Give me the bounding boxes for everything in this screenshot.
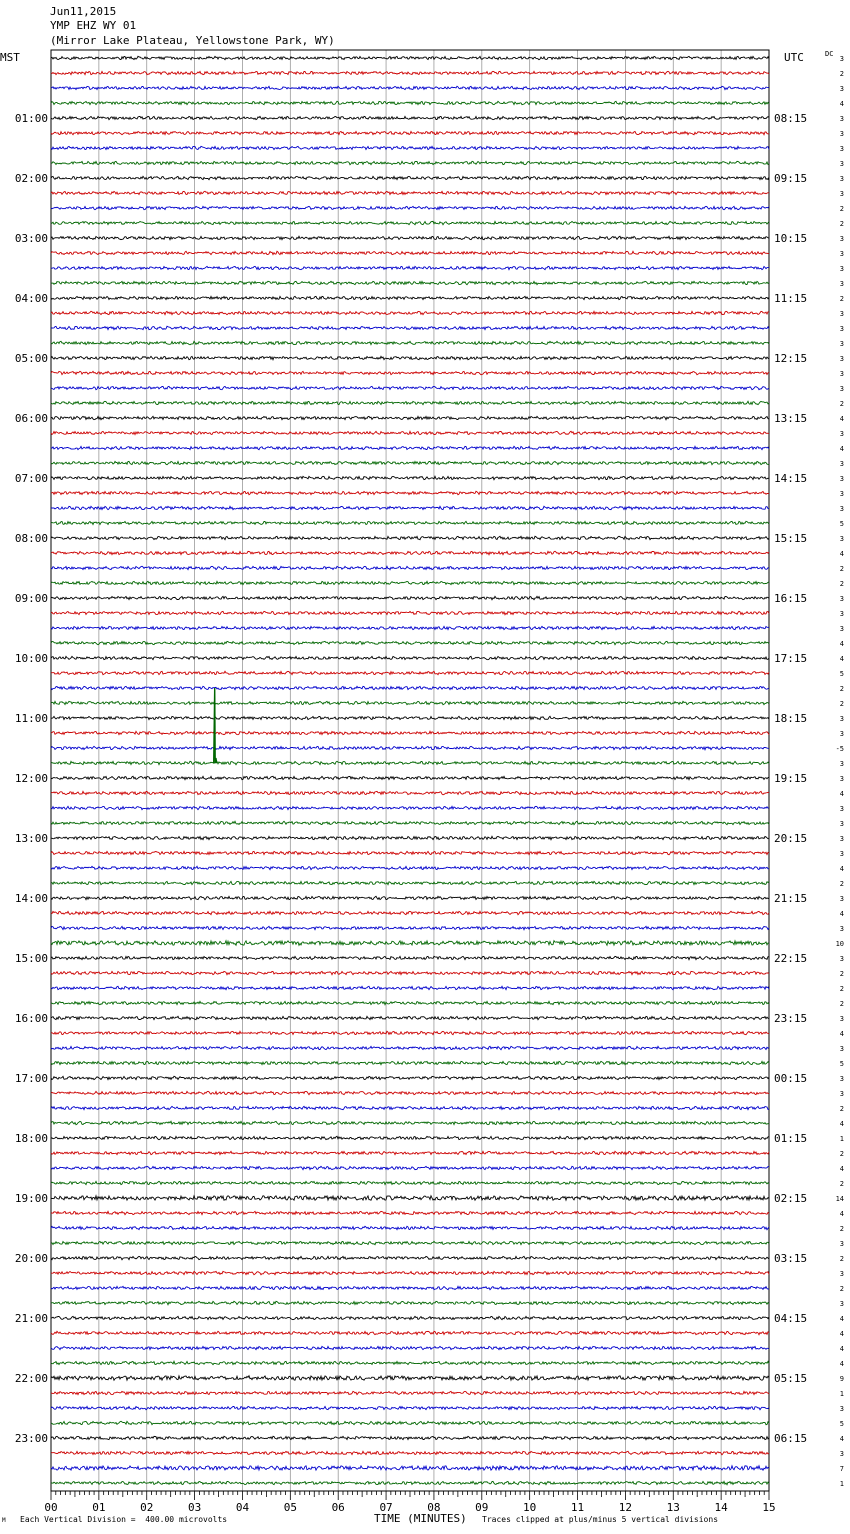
trace-row [51, 1316, 769, 1319]
dc-offset-value: 5 [839, 670, 844, 678]
dc-offset-value: 3 [839, 1240, 844, 1248]
trace-row [51, 1301, 769, 1304]
dc-offset-value: 3 [839, 385, 844, 393]
dc-offset-value: 3 [839, 850, 844, 858]
dc-offset-value: 4 [839, 1360, 844, 1368]
left-hour-label: 02:00 [14, 172, 48, 185]
trace-row [51, 941, 769, 946]
trace-row [51, 761, 769, 764]
left-hour-label: 13:00 [14, 832, 48, 845]
trace-row [51, 56, 769, 59]
trace-row [51, 1331, 769, 1334]
right-hour-label: 01:15 [774, 1132, 808, 1145]
left-hour-label: 01:00 [14, 112, 48, 125]
x-tick-label: 05 [283, 1501, 297, 1514]
dc-offset-value: 4 [839, 865, 844, 873]
right-hour-label: 23:15 [774, 1012, 808, 1025]
dc-offset-value: 2 [839, 400, 844, 408]
dc-offset-value: 9 [839, 1375, 844, 1383]
dc-offset-value: 4 [839, 1165, 844, 1173]
trace-row [51, 716, 769, 719]
x-tick-label: 07 [379, 1501, 393, 1514]
right-hour-label: 22:15 [774, 952, 808, 965]
dc-offset-value: 3 [839, 1270, 844, 1278]
trace-row [51, 1031, 769, 1034]
dc-offset-value: 4 [839, 640, 844, 648]
dc-offset-value: 3 [839, 895, 844, 903]
trace-row [51, 626, 769, 629]
dc-offset-value: 3 [839, 625, 844, 633]
dc-offset-value: 3 [839, 175, 844, 183]
left-hour-label: 09:00 [14, 592, 48, 605]
trace-row [51, 1121, 769, 1124]
dc-offset-value: 3 [839, 955, 844, 963]
left-hour-label: 06:00 [14, 412, 48, 425]
left-hour-label: 21:00 [14, 1312, 48, 1325]
trace-row [51, 1241, 769, 1244]
trace-row [51, 86, 769, 89]
right-hour-label: 04:15 [774, 1312, 808, 1325]
dc-offset-value: 4 [839, 1210, 844, 1218]
dc-offset-value: 2 [839, 70, 844, 78]
dc-offset-value: 3 [839, 1075, 844, 1083]
right-hour-label: 13:15 [774, 412, 808, 425]
trace-row [51, 596, 769, 599]
dc-offset-value: 4 [839, 445, 844, 453]
dc-offset-value: 4 [839, 1315, 844, 1323]
dc-offset-value: 3 [839, 1450, 844, 1458]
dc-offset-value: 1 [839, 1135, 844, 1143]
trace-row [51, 701, 769, 704]
trace-row [51, 986, 769, 989]
trace-row [51, 1211, 769, 1214]
dc-offset-value: 3 [839, 190, 844, 198]
trace-row [51, 1436, 769, 1439]
dc-offset-value: 3 [839, 55, 844, 63]
trace-row [51, 1016, 769, 1019]
trace-row [51, 116, 769, 119]
corner-mark: M [2, 1517, 6, 1524]
trace-row [51, 371, 769, 374]
trace-row [51, 1046, 769, 1049]
dc-offset-value: 3 [839, 730, 844, 738]
trace-row [51, 836, 769, 839]
dc-offset-value: 3 [839, 775, 844, 783]
trace-row [51, 1346, 769, 1349]
trace-row [51, 251, 769, 254]
dc-offset-value: 3 [839, 1090, 844, 1098]
trace-row [51, 131, 769, 134]
dc-offset-value: 3 [839, 820, 844, 828]
trace-row [51, 581, 769, 584]
dc-offset-value: 3 [839, 805, 844, 813]
trace-row [51, 1196, 769, 1200]
trace-row [51, 881, 769, 884]
event-spike [214, 688, 217, 763]
trace-row [51, 341, 769, 344]
x-tick-label: 13 [666, 1501, 680, 1514]
dc-offset-value: 3 [839, 505, 844, 513]
trace-row [51, 146, 769, 149]
trace-row [51, 926, 769, 929]
trace-row [51, 461, 769, 464]
dc-offset-value: 3 [839, 145, 844, 153]
dc-offset-value: 3 [839, 160, 844, 168]
trace-row [51, 191, 769, 194]
x-axis-label: TIME (MINUTES) [374, 1512, 467, 1525]
dc-offset-value: 3 [839, 475, 844, 483]
right-hour-label: 17:15 [774, 652, 808, 665]
trace-row [51, 296, 769, 299]
trace-row [51, 1001, 769, 1004]
dc-offset-value: 2 [839, 970, 844, 978]
dc-offset-value: 2 [839, 205, 844, 213]
dc-offset-value: 2 [839, 295, 844, 303]
trace-row [51, 641, 769, 644]
dc-offset-value: 4 [839, 1435, 844, 1443]
trace-row [51, 1376, 769, 1381]
dc-offset-value: 3 [839, 460, 844, 468]
trace-row [51, 536, 769, 539]
dc-offset-value: 2 [839, 1180, 844, 1188]
x-tick-label: 00 [44, 1501, 58, 1514]
trace-row [51, 551, 769, 554]
dc-offset-value: 2 [839, 985, 844, 993]
right-hour-label: 19:15 [774, 772, 808, 785]
trace-row [51, 791, 769, 794]
trace-row [51, 821, 769, 824]
trace-row [51, 866, 769, 869]
trace-row [51, 476, 769, 479]
trace-row [51, 221, 769, 224]
trace-row [51, 356, 769, 359]
x-tick-label: 08 [427, 1501, 441, 1514]
right-hour-label: 14:15 [774, 472, 808, 485]
left-hour-label: 12:00 [14, 772, 48, 785]
dc-offset-value: 14 [835, 1195, 844, 1203]
trace-row [51, 506, 769, 509]
dc-offset-value: 2 [839, 1150, 844, 1158]
dc-label: DC [825, 50, 834, 58]
dc-offset-value: 3 [839, 925, 844, 933]
right-hour-label: 00:15 [774, 1072, 808, 1085]
dc-offset-value: 3 [839, 595, 844, 603]
dc-offset-value: 3 [839, 85, 844, 93]
right-zone-label: UTC [784, 51, 804, 64]
trace-row [51, 776, 769, 779]
trace-row [51, 1091, 769, 1094]
trace-row [51, 1256, 769, 1259]
trace-row [51, 1466, 769, 1470]
dc-offset-value: 4 [839, 1120, 844, 1128]
dc-offset-value: 3 [839, 115, 844, 123]
trace-row [51, 806, 769, 809]
trace-row [51, 686, 769, 689]
dc-offset-value: 4 [839, 910, 844, 918]
x-tick-label: 06 [331, 1501, 345, 1514]
left-hour-label: 22:00 [14, 1372, 48, 1385]
dc-offset-value: 4 [839, 790, 844, 798]
trace-row [51, 656, 769, 659]
dc-offset-value: 2 [839, 700, 844, 708]
trace-row [51, 416, 769, 419]
left-zone-label: MST [0, 51, 20, 64]
trace-row [51, 236, 769, 239]
dc-offset-value: 3 [839, 370, 844, 378]
trace-row [51, 566, 769, 569]
dc-offset-value: 3 [839, 340, 844, 348]
header-station: YMP EHZ WY 01 [50, 19, 137, 32]
left-hour-label: 11:00 [14, 712, 48, 725]
x-tick-label: 02 [140, 1501, 154, 1514]
right-hour-label: 02:15 [774, 1192, 808, 1205]
dc-offset-value: 3 [839, 280, 844, 288]
right-hour-label: 21:15 [774, 892, 808, 905]
left-hour-label: 08:00 [14, 532, 48, 545]
scale-note: Each Vertical Division = 400.00 microvolts [20, 1515, 228, 1524]
dc-offset-value: 2 [839, 1225, 844, 1233]
left-hour-label: 04:00 [14, 292, 48, 305]
left-hour-label: 23:00 [14, 1432, 48, 1445]
trace-row [51, 326, 769, 329]
dc-offset-value: 2 [839, 685, 844, 693]
trace-row [51, 71, 769, 74]
right-hour-label: 05:15 [774, 1372, 808, 1385]
trace-row [51, 206, 769, 209]
dc-offset-value: 7 [839, 1465, 844, 1473]
trace-row [51, 1076, 769, 1079]
right-hour-label: 20:15 [774, 832, 808, 845]
dc-offset-value: 3 [839, 535, 844, 543]
dc-offset-value: 10 [835, 940, 844, 948]
dc-offset-value: 2 [839, 580, 844, 588]
trace-row [51, 1391, 769, 1394]
x-tick-label: 14 [714, 1501, 728, 1514]
dc-offset-value: 3 [839, 715, 844, 723]
trace-row [51, 1136, 769, 1139]
dc-offset-value: 3 [839, 1405, 844, 1413]
dc-offset-value: 2 [839, 1255, 844, 1263]
trace-row [51, 851, 769, 854]
dc-offset-value: 4 [839, 415, 844, 423]
dc-offset-value: 1 [839, 1390, 844, 1398]
dc-offset-value: 5 [839, 1060, 844, 1068]
trace-row [51, 1181, 769, 1184]
dc-offset-value: 3 [839, 250, 844, 258]
dc-offset-value: 4 [839, 1030, 844, 1038]
dc-offset-value: 4 [839, 1330, 844, 1338]
trace-row [51, 1151, 769, 1154]
dc-offset-value: 3 [839, 130, 844, 138]
right-hour-label: 16:15 [774, 592, 808, 605]
trace-row [51, 176, 769, 179]
dc-offset-value: 3 [839, 610, 844, 618]
right-hour-label: 11:15 [774, 292, 808, 305]
dc-offset-value: 5 [839, 1420, 844, 1428]
plot-frame [51, 50, 769, 1491]
trace-row [51, 911, 769, 914]
left-hour-label: 20:00 [14, 1252, 48, 1265]
dc-offset-value: 2 [839, 1105, 844, 1113]
x-tick-label: 09 [475, 1501, 489, 1514]
right-hour-label: 09:15 [774, 172, 808, 185]
trace-row [51, 971, 769, 974]
trace-row [51, 956, 769, 959]
x-tick-label: 15 [762, 1501, 776, 1514]
left-hour-label: 05:00 [14, 352, 48, 365]
x-tick-label: 12 [618, 1501, 633, 1514]
dc-offset-value: 2 [839, 1000, 844, 1008]
left-hour-label: 15:00 [14, 952, 48, 965]
trace-row [51, 746, 769, 749]
right-hour-label: 10:15 [774, 232, 808, 245]
dc-offset-value: 3 [839, 490, 844, 498]
left-hour-label: 10:00 [14, 652, 48, 665]
dc-offset-value: 3 [839, 355, 844, 363]
trace-row [51, 521, 769, 524]
trace-row [51, 1271, 769, 1274]
trace-row [51, 101, 769, 104]
dc-offset-value: 3 [839, 235, 844, 243]
dc-offset-value: 4 [839, 655, 844, 663]
trace-row [51, 431, 769, 434]
trace-row [51, 1406, 769, 1409]
trace-row [51, 1421, 769, 1424]
dc-offset-value: 3 [839, 1045, 844, 1053]
right-hour-label: 15:15 [774, 532, 808, 545]
trace-row [51, 401, 769, 404]
dc-offset-value: 3 [839, 325, 844, 333]
x-tick-label: 01 [92, 1501, 106, 1514]
right-hour-label: 18:15 [774, 712, 808, 725]
x-tick-label: 10 [523, 1501, 537, 1514]
dc-offset-value: 3 [839, 835, 844, 843]
dc-offset-value: 3 [839, 1300, 844, 1308]
right-hour-label: 12:15 [774, 352, 808, 365]
trace-row [51, 1286, 769, 1289]
dc-offset-value: 2 [839, 1285, 844, 1293]
trace-row [51, 281, 769, 284]
left-hour-label: 03:00 [14, 232, 48, 245]
left-hour-label: 18:00 [14, 1132, 48, 1145]
trace-row [51, 1166, 769, 1169]
dc-offset-value: 2 [839, 565, 844, 573]
header-date: Jun11,2015 [50, 5, 117, 18]
x-tick-label: 04 [235, 1501, 250, 1514]
trace-row [51, 731, 769, 734]
left-hour-label: 16:00 [14, 1012, 48, 1025]
left-hour-label: 07:00 [14, 472, 48, 485]
trace-row [51, 671, 769, 674]
dc-offset-value: 2 [839, 220, 844, 228]
dc-offset-value: 1 [839, 1480, 844, 1488]
trace-row [51, 1226, 769, 1229]
trace-row [51, 386, 769, 389]
trace-row [51, 1061, 769, 1064]
trace-row [51, 161, 769, 164]
dc-offset-value: 3 [839, 760, 844, 768]
trace-row [51, 1481, 769, 1484]
dc-offset-value: 3 [839, 310, 844, 318]
dc-offset-value: 4 [839, 1345, 844, 1353]
left-hour-label: 14:00 [14, 892, 48, 905]
trace-row [51, 491, 769, 494]
trace-row [51, 1106, 769, 1109]
trace-row [51, 611, 769, 614]
trace-row [51, 311, 769, 314]
dc-offset-value: -5 [835, 745, 844, 753]
right-hour-label: 08:15 [774, 112, 808, 125]
left-hour-label: 17:00 [14, 1072, 48, 1085]
trace-row [51, 266, 769, 269]
clip-note: Traces clipped at plus/minus 5 vertical divisions [482, 1515, 719, 1524]
trace-row [51, 1361, 769, 1364]
trace-row [51, 1451, 769, 1454]
dc-offset-value: 3 [839, 1015, 844, 1023]
left-hour-label: 19:00 [14, 1192, 48, 1205]
header-location: (Mirror Lake Plateau, Yellowstone Park, WY) [50, 34, 335, 47]
trace-row [51, 446, 769, 449]
dc-offset-value: 4 [839, 100, 844, 108]
dc-offset-value: 4 [839, 550, 844, 558]
x-tick-label: 03 [187, 1501, 202, 1514]
dc-offset-value: 3 [839, 265, 844, 273]
dc-offset-value: 5 [839, 520, 844, 528]
right-hour-label: 03:15 [774, 1252, 808, 1265]
x-tick-label: 11 [570, 1501, 585, 1514]
right-hour-label: 06:15 [774, 1432, 808, 1445]
dc-offset-value: 3 [839, 430, 844, 438]
trace-row [51, 896, 769, 899]
dc-offset-value: 2 [839, 880, 844, 888]
